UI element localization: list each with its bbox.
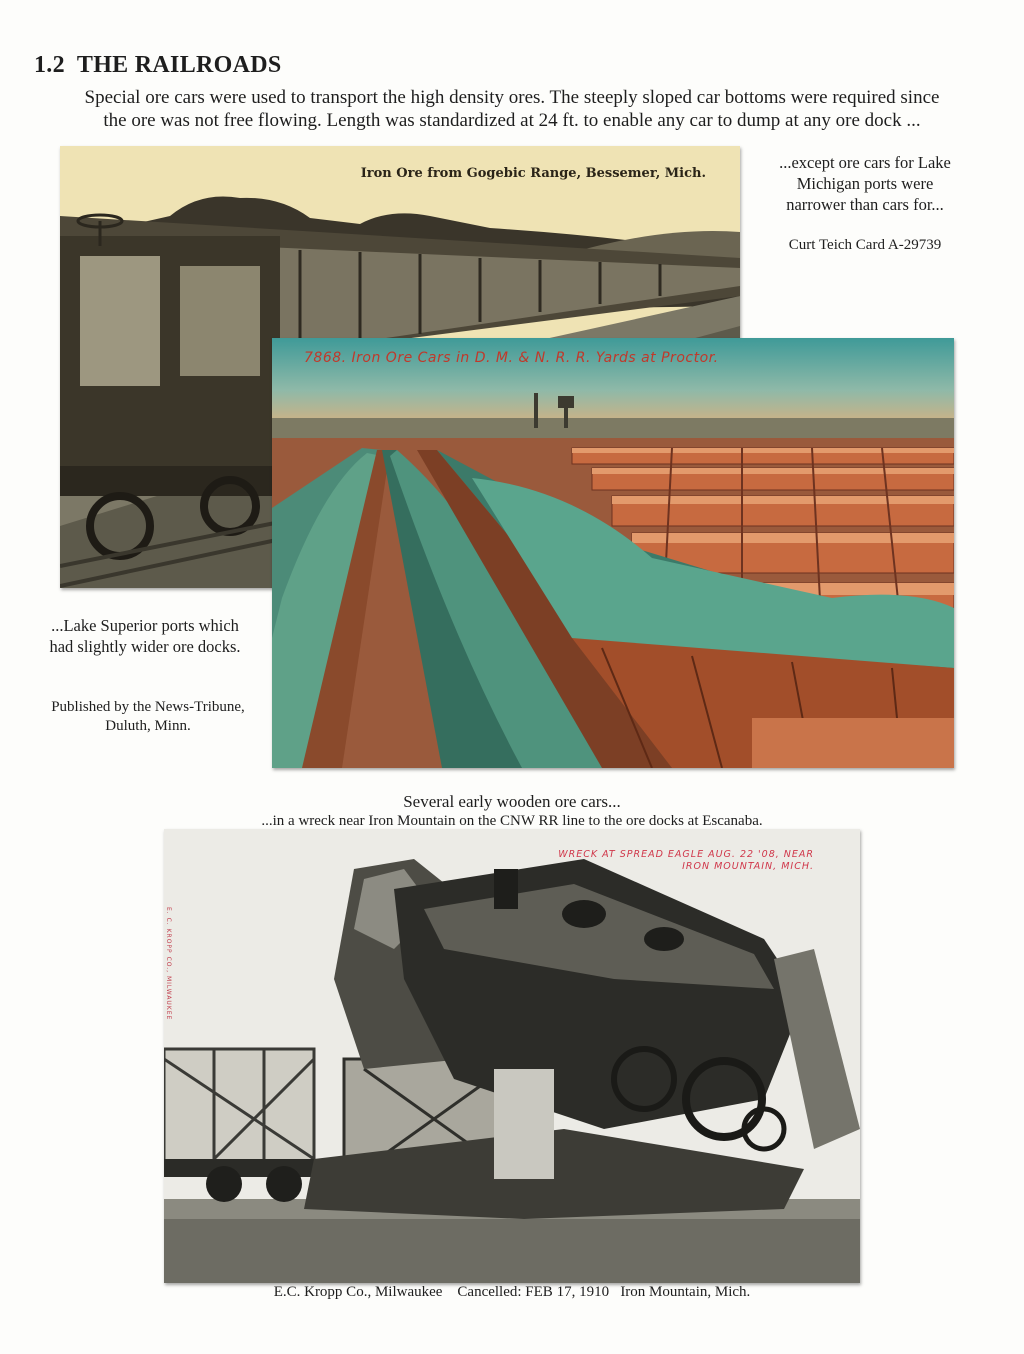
- proctor-card-title: 7868. Iron Ore Cars in D. M. & N. R. R. Yards at Proctor.: [304, 350, 719, 366]
- postcard-proctor: [272, 338, 954, 768]
- bessemer-card-title: Iron Ore from Gogebic Range, Bessemer, Mich.: [360, 166, 706, 181]
- right-note-line-1: ...except ore cars for Lake: [779, 153, 951, 172]
- intro-line-2: the ore was not free flowing. Length was standardized at 24 ft. to enable any car to dump at any ore dock ...: [103, 110, 921, 131]
- postcard-wreck: [164, 829, 860, 1283]
- wreck-footer-caption: E.C. Kropp Co., Milwaukee Cancelled: FEB 17, 1910 Iron Mountain, Mich.: [273, 1284, 751, 1300]
- right-note-line-2: Michigan ports were: [796, 174, 934, 193]
- left-note-line-2: had slightly wider ore docks.: [49, 637, 241, 656]
- left-credit-line-1: Published by the News-Tribune,: [51, 699, 245, 715]
- wreck-caption-line-1: Several early wooden ore cars...: [403, 792, 621, 811]
- section-number: 1.2: [34, 52, 65, 78]
- left-note-credit: [30, 698, 266, 736]
- page-heading: [34, 52, 282, 79]
- left-note-line-1: ...Lake Superior ports which: [51, 616, 239, 635]
- wreck-photo: [164, 829, 860, 1283]
- wreck-card-title-line-2: IRON MOUNTAIN, MICH.: [682, 861, 814, 872]
- right-note: [760, 152, 970, 215]
- left-note: [30, 615, 260, 657]
- proctor-photo: [272, 338, 954, 768]
- wreck-card-title-line-1: WRECK AT SPREAD EAGLE AUG. 22 '08, NEAR: [558, 849, 814, 860]
- right-note-credit: Curt Teich Card A-29739: [788, 237, 942, 253]
- intro-line-1: Special ore cars were used to transport the high density ores. The steeply sloped car bottoms were required since: [84, 87, 940, 108]
- wreck-publisher-imprint: E. C. KROPP CO., MILWAUKEE: [165, 907, 172, 1021]
- section-title: THE RAILROADS: [76, 52, 282, 78]
- intro-paragraph: [40, 86, 984, 132]
- wreck-caption-line-2: ...in a wreck near Iron Mountain on the CNW RR line to the ore docks at Escanaba.: [261, 813, 763, 829]
- left-credit-line-2: Duluth, Minn.: [105, 718, 191, 734]
- right-note-line-3: narrower than cars for...: [786, 195, 944, 214]
